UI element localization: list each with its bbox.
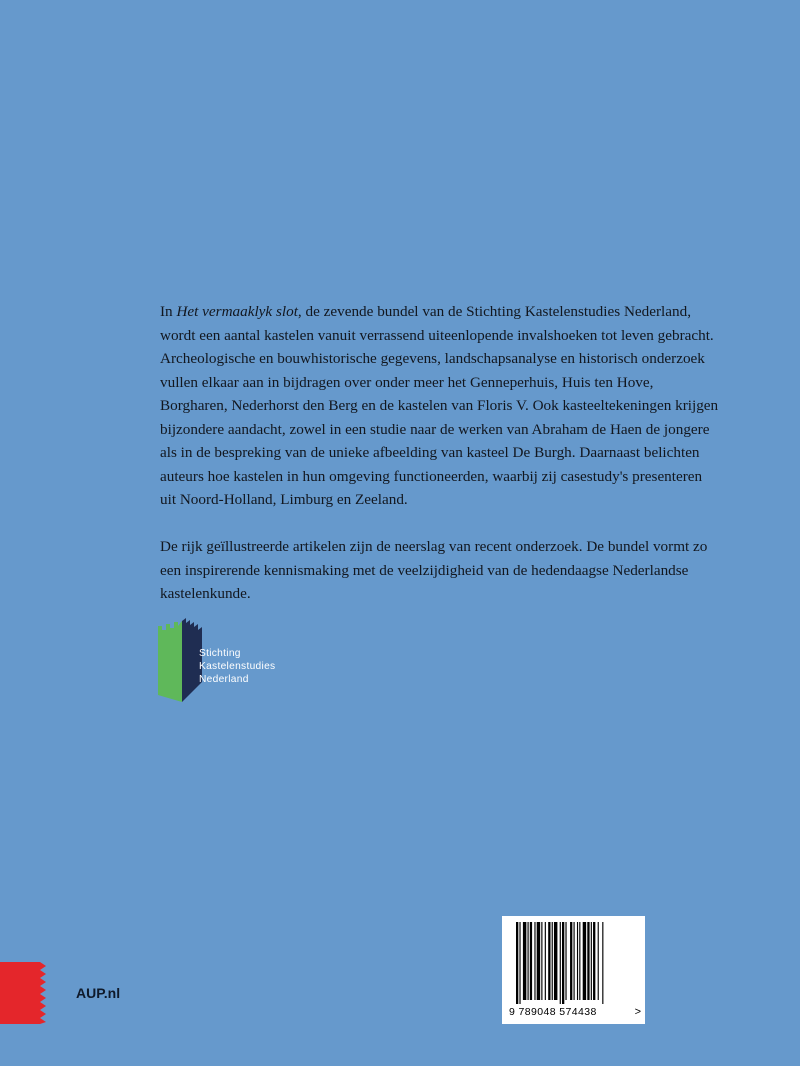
barcode-bar — [545, 922, 546, 1000]
barcode-bar — [562, 922, 564, 1004]
blurb-paragraph-2: De rijk geïllustreerde artikelen zijn de neerslag van recent onderzoek. De bundel vormt zo een inspirerende kennismaking met de veelzijdigheid van de hedendaagse Nederlandse kastelenkunde. — [160, 538, 708, 602]
barcode-bar — [537, 922, 540, 1000]
barcode-bar — [528, 922, 529, 1000]
barcode-bar — [602, 922, 603, 1004]
barcode-bar — [530, 922, 532, 1000]
barcode-arrow: > — [634, 1006, 641, 1018]
barcode-bar — [548, 922, 550, 1000]
barcode-bar — [523, 922, 526, 1000]
foundation-logo — [158, 616, 318, 708]
publisher-label: AUP.nl — [76, 985, 121, 1001]
barcode-number: 9 789048 574438 — [509, 1006, 597, 1018]
barcode-bars — [516, 922, 631, 1004]
barcode-bar — [541, 922, 542, 1000]
barcode-bar — [560, 922, 561, 1004]
barcode-bar — [565, 922, 566, 1000]
book-title: Het vermaaklyk slot — [176, 303, 298, 320]
barcode-bar — [554, 922, 557, 1000]
barcode-bar — [552, 922, 553, 1000]
barcode-bar — [579, 922, 580, 1000]
red-stamp-strip — [0, 962, 46, 1024]
barcode-bar — [574, 922, 575, 1000]
blurb-text — [160, 300, 720, 629]
barcode — [502, 916, 645, 1024]
barcode-bar — [593, 922, 595, 1000]
barcode-bar — [583, 922, 586, 1000]
barcode-bar — [570, 922, 572, 1000]
barcode-bar — [577, 922, 578, 1000]
barcode-bar — [534, 922, 535, 1000]
barcode-bar — [516, 922, 518, 1004]
barcode-bar — [591, 922, 592, 1000]
barcode-bar — [587, 922, 589, 1000]
barcode-bar — [519, 922, 520, 1004]
blurb-paragraph-1: In Het vermaaklyk slot, de zevende bundel van de Stichting Kastelenstudies Nederland, wordt een aantal kastelen vanuit verrassend uiteenlopende invalshoeken tot leven gebracht. Archeologische en bouwhistorische gegevens, landschapsanalyse en historisch onderzoek vullen elkaar aan in bijdragen over onder meer het Genneperhuis, Huis ten Hove, Borgharen, Nederhorst den Berg en de kastelen van Floris V. Ook kasteeltekeningen krijgen bijzondere aandacht, zowel in een studie naar de werken van Abraham de Haen de jongere als in de bespreking van de unieke afbeelding van kasteel De Burgh. Daarnaast belichten auteurs hoe kastelen in hun omgeving functioneerden, waarbij zij casestudy's presenteren uit Noord-Holland, Limburg en Zeeland. — [160, 303, 719, 508]
logo-text: Stichting Kastelenstudies Nederland — [199, 648, 276, 685]
barcode-bar — [598, 922, 599, 1000]
